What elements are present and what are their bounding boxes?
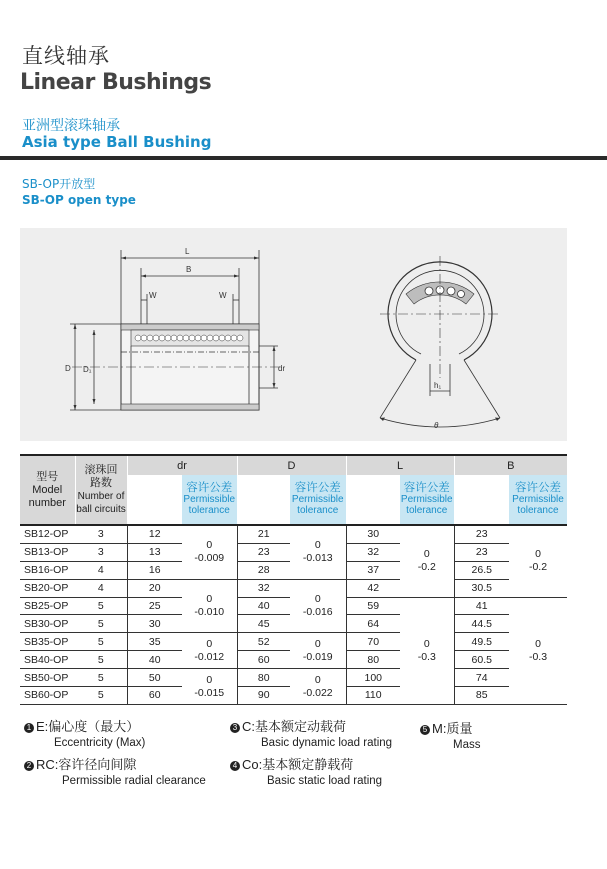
type-title-en: SB-OP open type (22, 193, 136, 207)
note-number-badge: 1 (24, 723, 34, 733)
table-row: SB12-OP 3 12 0 -0.009 21 0 -0.013 30 0 -0.2 23 0 -0.2 (20, 525, 567, 543)
D-tolerance-d: 0 -0.022 (290, 669, 346, 705)
dr-tolerance-a: 0 -0.009 (182, 525, 237, 579)
dr-tolerance-d: 0 -0.015 (182, 669, 237, 705)
note-2: 2 RC:容许径向间隙 Permissible radial clearance (24, 754, 206, 787)
dim-h1-label: h₁ (434, 381, 442, 390)
note-3: 3 C:基本额定动载荷 Basic dynamic load rating (230, 716, 392, 749)
section-title-cn: 亚洲型滚珠轴承 (22, 118, 120, 134)
table-row: SB13-OP 3 13 23 32 23 (20, 543, 567, 561)
header-L-value (346, 475, 400, 525)
header-model: 型号 Model number (20, 455, 75, 525)
header-B: B (454, 455, 567, 475)
B-tolerance-b: 0 -0.3 (509, 597, 567, 704)
header-dr: dr (127, 455, 237, 475)
table-row: SB16-OP 4 16 28 37 26.5 (20, 561, 567, 579)
header-D-tolerance: 容许公差 Permissible tolerance (290, 475, 346, 525)
header-ball-circuits: 滚珠回 路数 Number of ball circuits (75, 455, 127, 525)
technical-drawing (20, 228, 567, 441)
type-title-cn: SB-OP开放型 (22, 177, 96, 191)
table-row: SB60-OP 5 60 90 110 85 (20, 687, 567, 705)
header-dr-value (127, 475, 182, 525)
header-B-value (454, 475, 509, 525)
dr-tolerance-b: 0 -0.010 (182, 579, 237, 633)
dim-theta-label: θ (434, 421, 439, 430)
table-row: SB35-OP 5 35 0 -0.012 52 0 -0.019 70 49.5 (20, 633, 567, 651)
note-number-badge: 4 (230, 761, 240, 771)
table-row: SB25-OP 5 25 40 59 0 -0.3 41 0 -0.3 (20, 597, 567, 615)
header-L-tolerance: 容许公差 Permissible tolerance (400, 475, 454, 525)
note-number-badge: 2 (24, 761, 34, 771)
D-tolerance-a: 0 -0.013 (290, 525, 346, 579)
header-dr-tolerance: 容许公差 Permissible tolerance (182, 475, 237, 525)
header-L: L (346, 455, 454, 475)
table-row: SB30-OP 5 30 45 64 44.5 (20, 615, 567, 633)
D-tolerance-b: 0 -0.016 (290, 579, 346, 633)
section-title-en: Asia type Ball Bushing (22, 133, 212, 151)
header-D: D (237, 455, 346, 475)
front-view (380, 256, 500, 430)
dim-B-label: B (186, 265, 192, 274)
dim-W-right-label: W (219, 291, 227, 300)
note-1: 1 E:偏心度（最大） Eccentricity (Max) (24, 716, 145, 749)
page-title-en: Linear Bushings (20, 70, 212, 95)
note-4: 4 Co:基本额定静载荷 Basic static load rating (230, 754, 382, 787)
spec-table (20, 454, 567, 705)
page-title-cn: 直线轴承 (22, 44, 110, 68)
dim-L-label: L (185, 247, 190, 256)
section-divider (0, 156, 607, 160)
L-tolerance-a: 0 -0.2 (400, 525, 454, 597)
L-tolerance-b: 0 -0.3 (400, 597, 454, 704)
note-number-badge: 3 (230, 723, 240, 733)
D-tolerance-c: 0 -0.019 (290, 633, 346, 669)
bushing-drawing-svg (20, 228, 567, 441)
B-tolerance-a: 0 -0.2 (509, 525, 567, 597)
table-row: SB50-OP 5 50 0 -0.015 80 0 -0.022 100 74 (20, 669, 567, 687)
dr-tolerance-c: 0 -0.012 (182, 633, 237, 669)
dim-dr-label: dr (278, 364, 286, 373)
header-D-value (237, 475, 290, 525)
dim-W-left-label: W (149, 291, 157, 300)
note-5: 5 M:质量 Mass (420, 718, 480, 751)
dim-D1-label: D₁ (83, 365, 92, 374)
table-row: SB40-OP 5 40 60 80 60.5 (20, 651, 567, 669)
table-row: SB20-OP 4 20 0 -0.010 32 0 -0.016 42 30.5 (20, 579, 567, 597)
header-B-tolerance: 容许公差 Permissible tolerance (509, 475, 567, 525)
note-number-badge: 5 (420, 725, 430, 735)
dim-D-label: D (65, 364, 71, 373)
